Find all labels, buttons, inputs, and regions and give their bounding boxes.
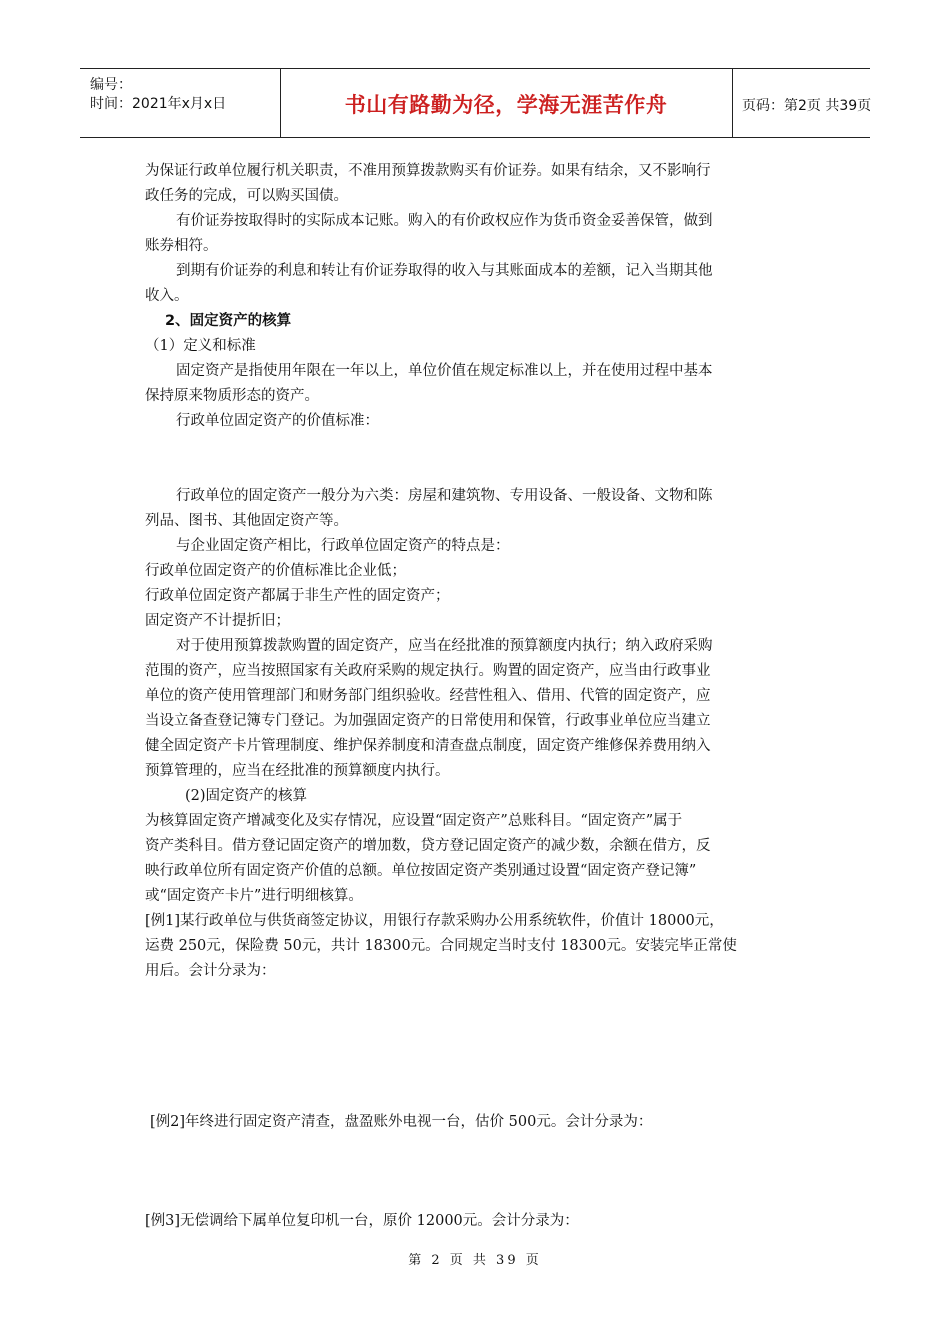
example-line: 运费 250元，保险费 50元，共计 18300元。合同规定当时支付 18300元。安装完毕正常使 bbox=[145, 938, 737, 954]
body-line: 当设立备查登记簿专门登记。为加强固定资产的日常使用和保管，行政事业单位应当建立 bbox=[145, 713, 711, 729]
header-page-cell bbox=[732, 69, 870, 137]
body-line: 行政单位固定资产都属于非生产性的固定资产； bbox=[145, 588, 450, 604]
body-line: 有价证券按取得时的实际成本记账。购入的有价政权应作为货币资金妥善保管，做到 bbox=[176, 213, 713, 229]
body-line: 行政单位的固定资产一般分为六类：房屋和建筑物、专用设备、一般设备、文物和陈 bbox=[176, 488, 713, 504]
body-line: 固定资产不计提折旧； bbox=[145, 613, 290, 629]
example-line: 用后。会计分录为： bbox=[145, 963, 276, 979]
body-line: 与企业固定资产相比，行政单位固定资产的特点是： bbox=[176, 538, 510, 554]
body-line: 预算管理的，应当在经批准的预算额度内执行。 bbox=[145, 763, 450, 779]
body-line: 为核算固定资产增减变化及实存情况，应设置“固定资产”总账科目。“固定资产”属于 bbox=[145, 813, 683, 829]
section-heading: 2、固定资产的核算 bbox=[165, 313, 292, 329]
body-line: 行政单位固定资产的价值标准比企业低； bbox=[145, 563, 406, 579]
body-line: 政任务的完成，可以购买国债。 bbox=[145, 188, 348, 204]
body-line: 收入。 bbox=[145, 288, 189, 304]
body-line: 保持原来物质形态的资产。 bbox=[145, 388, 319, 404]
body-line: 或“固定资产卡片”进行明细核算。 bbox=[145, 888, 363, 904]
subsection-heading: (2)固定资产的核算 bbox=[185, 788, 308, 804]
header-motto-cell bbox=[280, 69, 733, 137]
motto: 书山有路勤为径，学海无涯苦作舟 bbox=[344, 93, 668, 117]
body-line: 为保证行政单位履行机关职责，不准用预算拨款购买有价证券。如果有结余，又不影响行 bbox=[145, 163, 711, 179]
body-line: 单位的资产使用管理部门和财务部门组织验收。经营性租入、借用、代管的固定资产，应 bbox=[145, 688, 711, 704]
serial-label: 编号： bbox=[90, 77, 132, 93]
header-meta-cell bbox=[80, 69, 281, 137]
body-line: 账券相符。 bbox=[145, 238, 218, 254]
page-info: 页码：第2页 共39页 bbox=[742, 98, 872, 114]
body-line: 健全固定资产卡片管理制度、维护保养制度和清查盘点制度，固定资产维修保养费用纳入 bbox=[145, 738, 711, 754]
example-line: [例1]某行政单位与供货商签定协议，用银行存款采购办公用系统软件，价值计 18000元， bbox=[145, 913, 724, 929]
body-line: 固定资产是指使用年限在一年以上，单位价值在规定标准以上，并在使用过程中基本 bbox=[176, 363, 713, 379]
body-line: 映行政单位所有固定资产价值的总额。单位按固定资产类别通过设置“固定资产登记簿” bbox=[145, 863, 697, 879]
page-header bbox=[80, 68, 870, 138]
page-footer: 第 2 页 共 39 页 bbox=[408, 1253, 542, 1268]
body-line: 资产类科目。借方登记固定资产的增加数，贷方登记固定资产的减少数，余额在借方，反 bbox=[145, 838, 711, 854]
body-line: 范围的资产，应当按照国家有关政府采购的规定执行。购置的固定资产，应当由行政事业 bbox=[145, 663, 711, 679]
example-line: [例3]无偿调给下属单位复印机一台，原价 12000元。会计分录为： bbox=[145, 1213, 579, 1229]
example-line: [例2]年终进行固定资产清查，盘盈账外电视一台，估价 500元。会计分录为： bbox=[150, 1114, 653, 1130]
body-line: 行政单位固定资产的价值标准： bbox=[176, 413, 379, 429]
body-line: 对于使用预算拨款购置的固定资产，应当在经批准的预算额度内执行；纳入政府采购 bbox=[176, 638, 713, 654]
body-line: 到期有价证券的利息和转让有价证券取得的收入与其账面成本的差额，记入当期其他 bbox=[176, 263, 713, 279]
body-line: 列品、图书、其他固定资产等。 bbox=[145, 513, 348, 529]
date-label: 时间：2021年x月x日 bbox=[90, 96, 227, 112]
subsection-heading: （1）定义和标准 bbox=[145, 338, 256, 354]
